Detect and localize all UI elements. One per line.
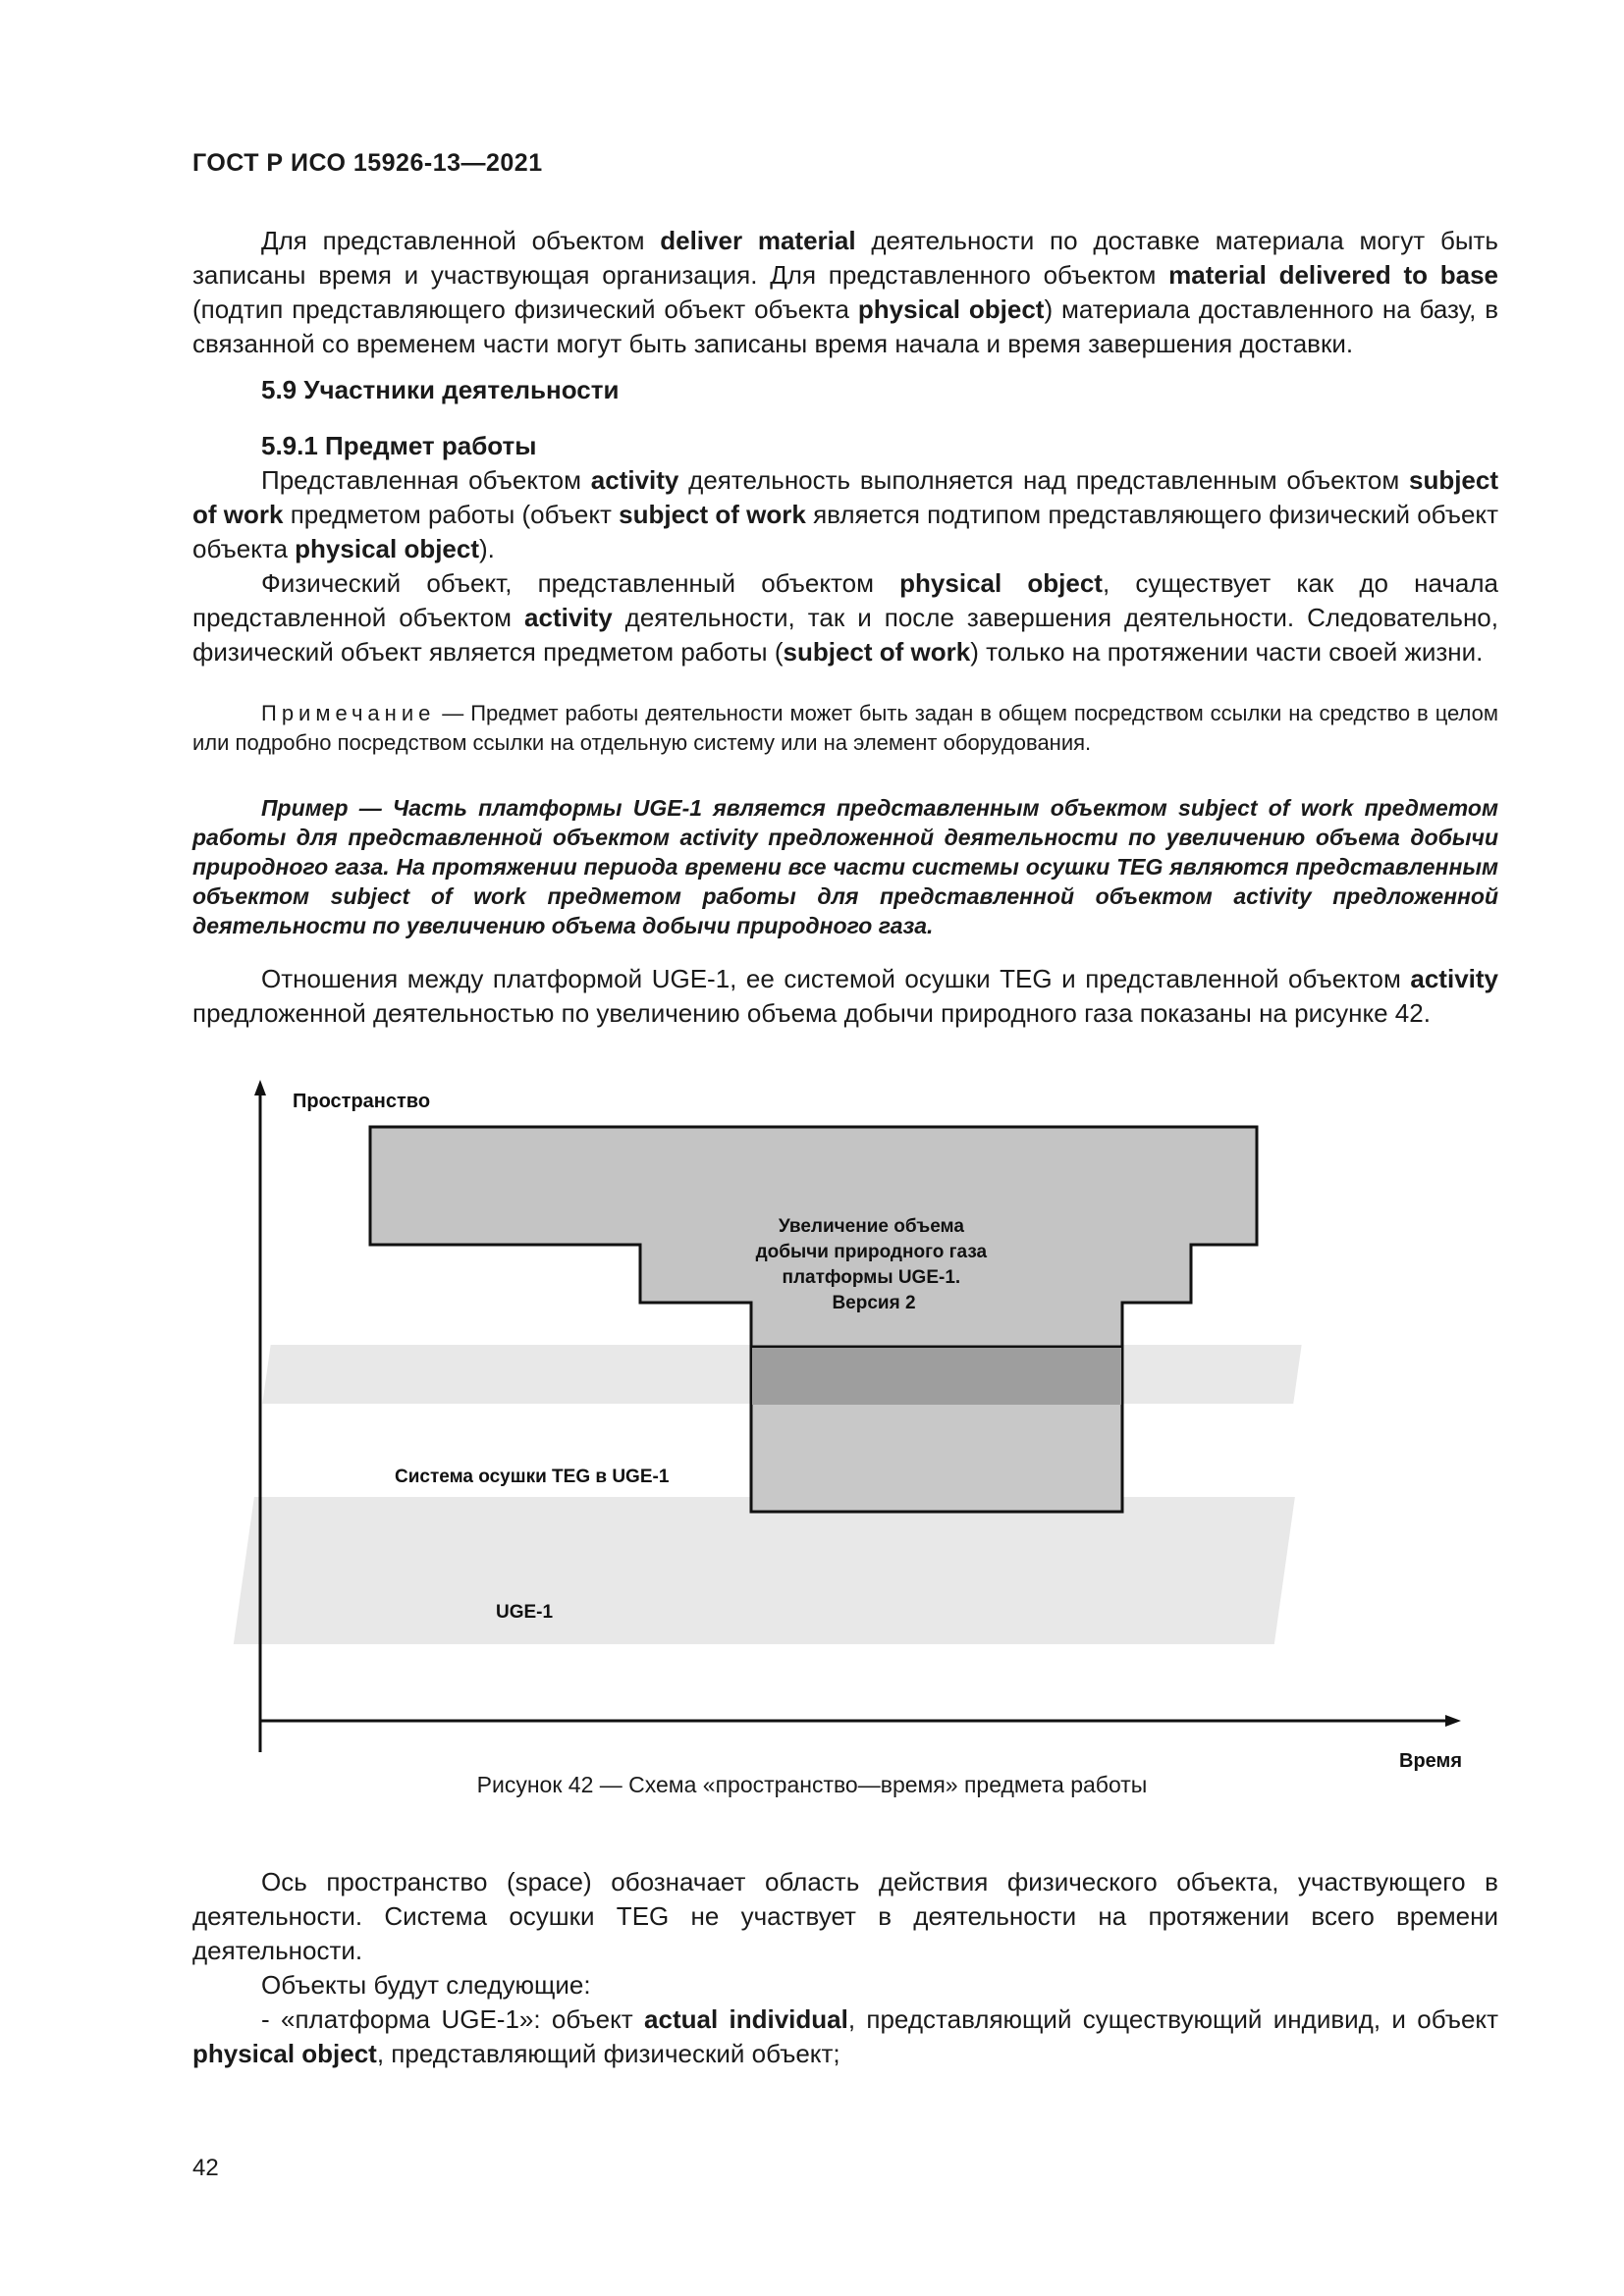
- paragraph-relationships: Отношения между платформой UGE-1, ее системой осушки TEG и представленной объектом activity предложенной деятельностью по увеличению объема добычи природного газа показаны на рисунке 42.: [192, 964, 1498, 1028]
- x-axis-arrow: [1445, 1715, 1461, 1727]
- paragraph-activity-subject: Представленная объектом activity деятельность выполняется над представленным объектом subject of work предметом работы (объект subject of work является подтипом представляющего физический объект объекта physical object). Физический объект, представленный объектом physical object, существует как до начала представленной объектом activity деятельности, так и после завершения деятельности. Следовательно, физический объект является предметом работы (subject of work) только на протяжении части своей жизни.: [192, 463, 1498, 669]
- page-number: 42: [192, 2155, 219, 2181]
- paragraph-physical-object: Физический объект, представленный объектом physical object, существует как до начала представленной объектом activity деятельности, так и после завершения деятельности. Следовательно, физический объект является предметом работы (subject of work) только на протяжении части своей жизни.: [192, 568, 1499, 667]
- activity-region: [370, 1127, 1257, 1347]
- example: Пример — Часть платформы UGE-1 является представленным объектом subject of work предметом работы для представленной объектом activity предложенной деятельности по увеличению объема добычи природного газа. На протяжении периода времени все части системы осушки TEG являются представленным объектом subject of work предметом работы для представленной объектом activity предложенной деятельности по увеличению объема добычи природного газа.: [192, 795, 1498, 938]
- list-item-platform: - «платформа UGE-1»: объект actual individual, представляющий существующий индивид, и объект physical object, представляющий физический объект;: [192, 2004, 1499, 2068]
- paragraph-space-axis: Ось пространство (space) обозначает область действия физического объекта, участвующего в деятельности. Система осушки TEG не участвует в деятельности на протяжении всего времени деятельности. Объекты будут следующие: - «платформа UGE-1»: объект actual individual, представляющий существующий индивид, и объект physical object, представляющий физический объект;: [192, 1865, 1498, 2071]
- uge1-band: [234, 1497, 1295, 1644]
- teg-activity-overlap: [752, 1348, 1121, 1405]
- section-heading-5-9: 5.9 Участники деятельности: [261, 375, 620, 404]
- y-axis-arrow: [254, 1080, 266, 1095]
- activity-label: Увеличение объема добычи природного газа платформы UGE-1. Версия 2: [755, 1216, 988, 1313]
- note: Примечание — Предмет работы деятельности может быть задан в общем посредством ссылки на средство в целом или подробно посредством ссылки на отдельную систему или на элемент оборудования.: [192, 701, 1498, 755]
- paragraph-deliver-material: Для представленной объектом deliver material деятельности по доставке материала могут быть записаны время и участвующая организация. Для представленного объектом material delivered to base (подтип представляющего физический объект объекта physical object) материала доставленного на базу, в связанной со временем части могут быть записаны время начала и время завершения доставки.: [192, 226, 1499, 358]
- x-axis-label: Время: [1399, 1750, 1462, 1772]
- section-heading-5-9-1: 5.9.1 Предмет работы: [261, 431, 537, 460]
- document-header: ГОСТ Р ИСО 15926-13—2021: [192, 149, 543, 177]
- figure-caption: Рисунок 42 — Схема «пространство—время» предмета работы: [476, 1772, 1148, 1797]
- paragraph-objects-intro: Объекты будут следующие:: [261, 1970, 591, 2000]
- y-axis-label: Пространство: [293, 1091, 431, 1112]
- teg-label: Система осушки TEG в UGE-1: [395, 1467, 670, 1487]
- uge1-label: UGE-1: [496, 1602, 554, 1623]
- space-time-diagram: [245, 1070, 1463, 1772]
